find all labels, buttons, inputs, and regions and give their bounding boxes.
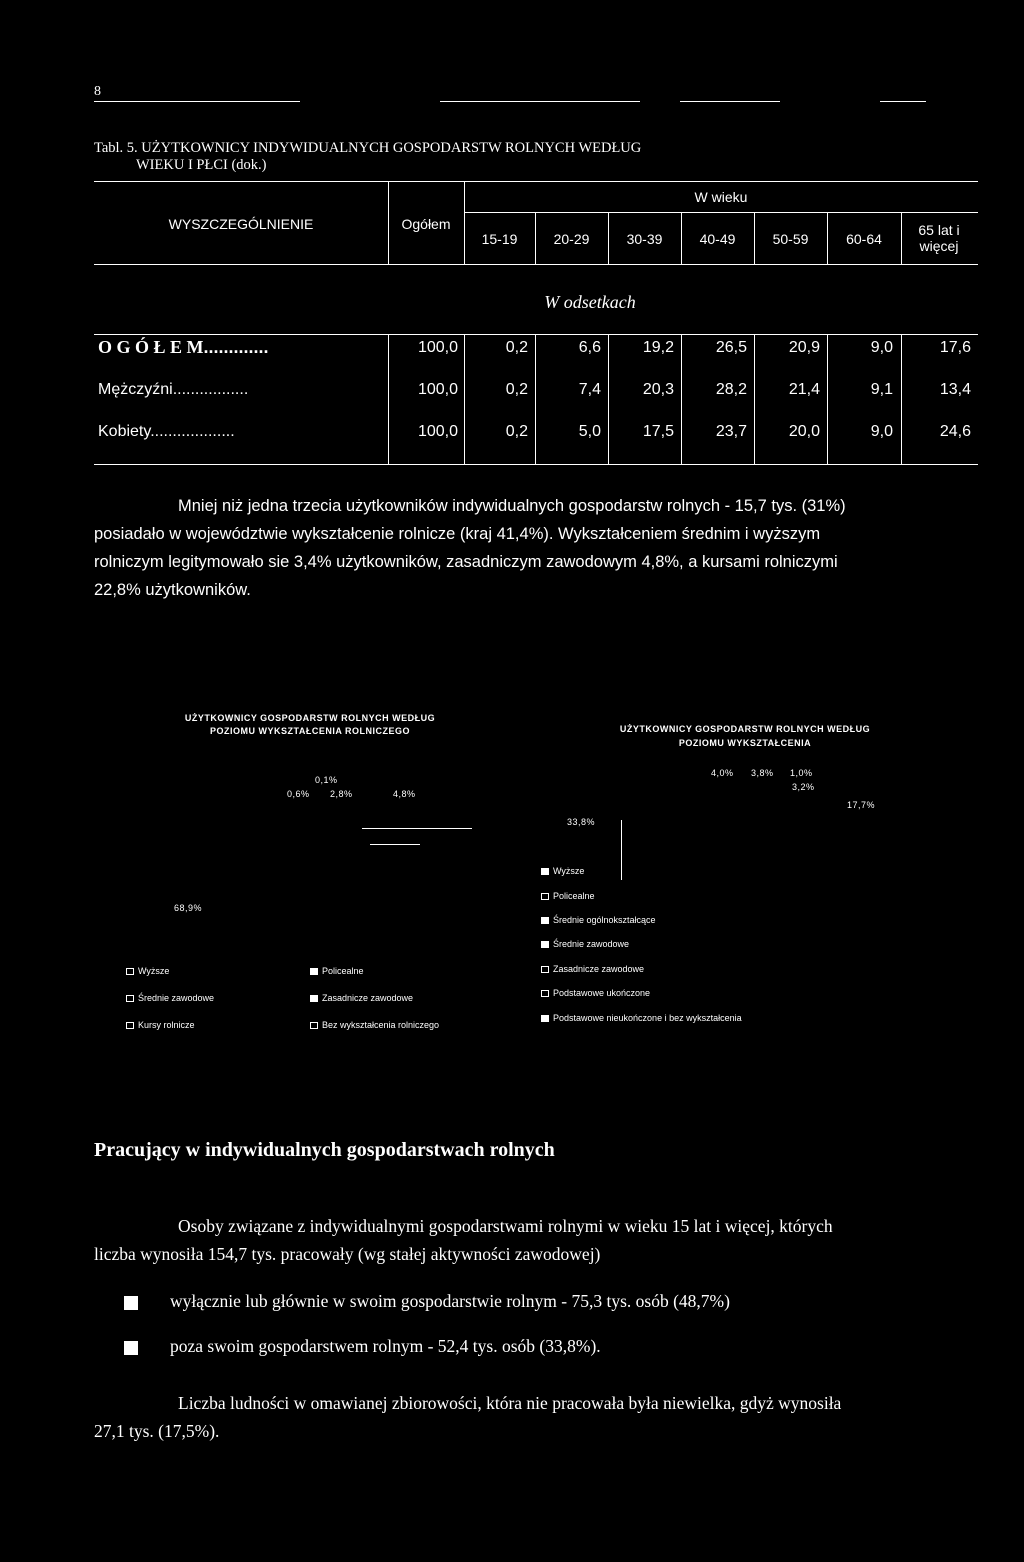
table-cell: 9,0 (870, 339, 893, 356)
row-label (98, 423, 235, 441)
legend-item (541, 915, 656, 925)
table-cell: 26,5 (715, 339, 747, 356)
bullet-square (124, 1296, 138, 1310)
row-label-text: Mężczyźni (98, 381, 173, 398)
legend-item (126, 1020, 195, 1030)
legend-label: Wyższe (138, 966, 170, 976)
row-dots: ................. (172, 381, 249, 398)
chart-title-line: POZIOMU WYKSZTAŁCENIA ROLNICZEGO (210, 726, 410, 736)
table-cell: 9,0 (870, 423, 893, 440)
paragraph-line: 27,1 tys. (17,5%). (94, 1421, 220, 1441)
legend-item (541, 1013, 742, 1023)
table-col-rule (901, 212, 902, 264)
paragraph-line: 22,8% użytkowników. (94, 581, 251, 599)
legend-label: Zasadnicze zawodowe (553, 964, 645, 974)
bullet-square (124, 1341, 138, 1355)
legend-item (310, 966, 364, 976)
table-rule (94, 334, 978, 335)
pie-edge (621, 820, 622, 880)
data-label: 17,7% (847, 800, 876, 810)
paragraph (94, 1212, 984, 1268)
data-label: 2,8% (330, 789, 353, 799)
paragraph-line: Mniej niż jedna trzecia użytkowników indywidualnych gospodarstw rolnych - 15,7 tys. (31%) (178, 497, 846, 515)
table-cell: 0,2 (505, 381, 528, 398)
chart-title-line: UŻYTKOWNICY GOSPODARSTW ROLNYCH WEDŁUG (184, 713, 436, 723)
chart-title (580, 722, 910, 750)
legend-item (541, 891, 595, 901)
chart-title-line: UŻYTKOWNICY GOSPODARSTW ROLNYCH WEDŁUG (619, 724, 871, 734)
legend-swatch (541, 966, 549, 973)
table-cell: 21,4 (788, 381, 820, 398)
bullet-text: wyłącznie lub głównie w swoim gospodarstwie rolnym - 75,3 tys. osób (48,7%) (170, 1291, 730, 1311)
data-label: 1,0% (790, 768, 813, 778)
header-left: WYSZCZEGÓLNIENIE (168, 216, 314, 232)
paragraph (94, 492, 984, 604)
legend-item (541, 988, 650, 998)
header-group: W wieku (694, 189, 748, 205)
row-label (98, 337, 269, 358)
header-rule (440, 101, 640, 102)
data-label: 3,2% (792, 782, 815, 792)
header-rule (880, 101, 926, 102)
paragraph-line: Osoby związane z indywidualnymi gospodarstwami rolnymi w wieku 15 lat i więcej, których (178, 1216, 833, 1236)
age-col: 60-64 (846, 231, 882, 247)
age-col: 65 lat i więcej (918, 222, 960, 254)
legend-label: Wyższe (553, 866, 585, 876)
row-label-text: O G Ó Ł E M (98, 337, 204, 357)
data-label: 33,8% (567, 817, 596, 827)
header-total: Ogółem (401, 216, 451, 232)
chart-title-line: POZIOMU WYKSZTAŁCENIA (678, 738, 812, 748)
age-col: 30-39 (626, 231, 663, 247)
legend-swatch (126, 1022, 134, 1029)
data-label: 0,6% (287, 789, 310, 799)
table-cell: 24,6 (939, 423, 971, 440)
data-label: 3,8% (751, 768, 774, 778)
table-caption-line: WIEKU I PŁCI (dok.) (136, 157, 267, 173)
table-cell: 100,0 (417, 339, 458, 356)
age-col: 15-19 (481, 231, 518, 247)
table-cell: 20,9 (788, 339, 820, 356)
header-rule (94, 101, 300, 102)
section-heading: Pracujący w indywidualnych gospodarstwach rolnych (94, 1139, 555, 1161)
row-label-text: Kobiety (98, 423, 151, 440)
table-cell: 100,0 (417, 423, 458, 440)
legend-swatch (126, 995, 134, 1002)
legend-label: Podstawowe nieukończone i bez wykształcenia (553, 1013, 742, 1023)
header-rule (680, 101, 780, 102)
row-dots: ............. (203, 337, 269, 357)
table-rule (94, 464, 978, 465)
legend-swatch (541, 1015, 549, 1022)
table-cell: 19,2 (642, 339, 674, 356)
pie-edge (370, 844, 420, 845)
table-cell: 17,6 (939, 339, 971, 356)
table-cell: 6,6 (578, 339, 601, 356)
legend-label: Policealne (553, 891, 595, 901)
legend-label: Kursy rolnicze (138, 1020, 195, 1030)
legend-label: Policealne (322, 966, 364, 976)
legend-item (541, 866, 584, 876)
legend-swatch (541, 917, 549, 924)
legend-swatch (541, 893, 549, 900)
pie-edge (362, 828, 472, 829)
legend-swatch (126, 968, 134, 975)
table-cell: 0,2 (505, 339, 528, 356)
legend-item (541, 939, 629, 949)
legend-item (126, 966, 169, 976)
legend-swatch (541, 868, 549, 875)
bullet-text: poza swoim gospodarstwem rolnym - 52,4 tys. osób (33,8%). (170, 1336, 601, 1356)
unit-label: W odsetkach (544, 292, 636, 312)
table-rule (94, 264, 978, 265)
data-label: 4,0% (711, 768, 734, 778)
table-cell: 9,1 (870, 381, 893, 398)
page-number: 8 (94, 84, 101, 99)
legend-label: Średnie zawodowe (553, 939, 630, 949)
table-cell: 7,4 (578, 381, 601, 398)
table-cell: 20,0 (788, 423, 820, 440)
legend-swatch (310, 968, 318, 975)
table-cell: 13,4 (939, 381, 971, 398)
row-dots: ................... (150, 423, 235, 440)
legend-swatch (541, 941, 549, 948)
data-label: 4,8% (393, 789, 416, 799)
legend-swatch (310, 1022, 318, 1029)
table-cell: 5,0 (578, 423, 601, 440)
row-label (98, 381, 248, 399)
paragraph-line: liczba wynosiła 154,7 tys. pracowały (wg stałej aktywności zawodowej) (94, 1244, 601, 1264)
data-label: 68,9% (174, 903, 203, 913)
table-cell: 20,3 (642, 381, 674, 398)
legend-label: Średnie ogólnokształcące (553, 915, 656, 925)
chart-title (120, 712, 500, 738)
paragraph (94, 1389, 984, 1445)
legend-item (541, 964, 644, 974)
table-rule (94, 181, 978, 182)
paragraph-line: Liczba ludności w omawianej zbiorowości, która nie pracowała była niewielka, gdyż wynosiła (178, 1393, 842, 1413)
table-cell: 23,7 (715, 423, 747, 440)
age-col: 50-59 (772, 231, 809, 247)
table-cell: 0,2 (505, 423, 528, 440)
legend-label: Zasadnicze zawodowe (322, 993, 414, 1003)
legend-item (310, 1020, 439, 1030)
legend-item (310, 993, 413, 1003)
table-caption (94, 140, 641, 174)
legend-swatch (310, 995, 318, 1002)
table-cell: 17,5 (642, 423, 674, 440)
age-col: 40-49 (699, 231, 736, 247)
legend-label: Podstawowe ukończone (553, 988, 651, 998)
table-cell: 100,0 (417, 381, 458, 398)
legend-label: Średnie zawodowe (138, 993, 215, 1003)
age-col: 20-29 (553, 231, 590, 247)
data-label: 0,1% (315, 775, 338, 785)
paragraph-line: rolniczym legitymowało sie 3,4% użytkowników, zasadniczym zawodowym 4,8%, a kursami rolniczymi (94, 553, 838, 571)
legend-item (126, 993, 214, 1003)
paragraph-line: posiadało w województwie wykształcenie rolnicze (kraj 41,4%). Wykształceniem średnim i wyższym (94, 525, 821, 543)
legend-label: Bez wykształcenia rolniczego (322, 1020, 440, 1030)
table-caption-line: Tabl. 5. UŻYTKOWNICY INDYWIDUALNYCH GOSPODARSTW ROLNYCH WEDŁUG (94, 140, 642, 156)
legend-swatch (541, 990, 549, 997)
table-cell: 28,2 (715, 381, 747, 398)
